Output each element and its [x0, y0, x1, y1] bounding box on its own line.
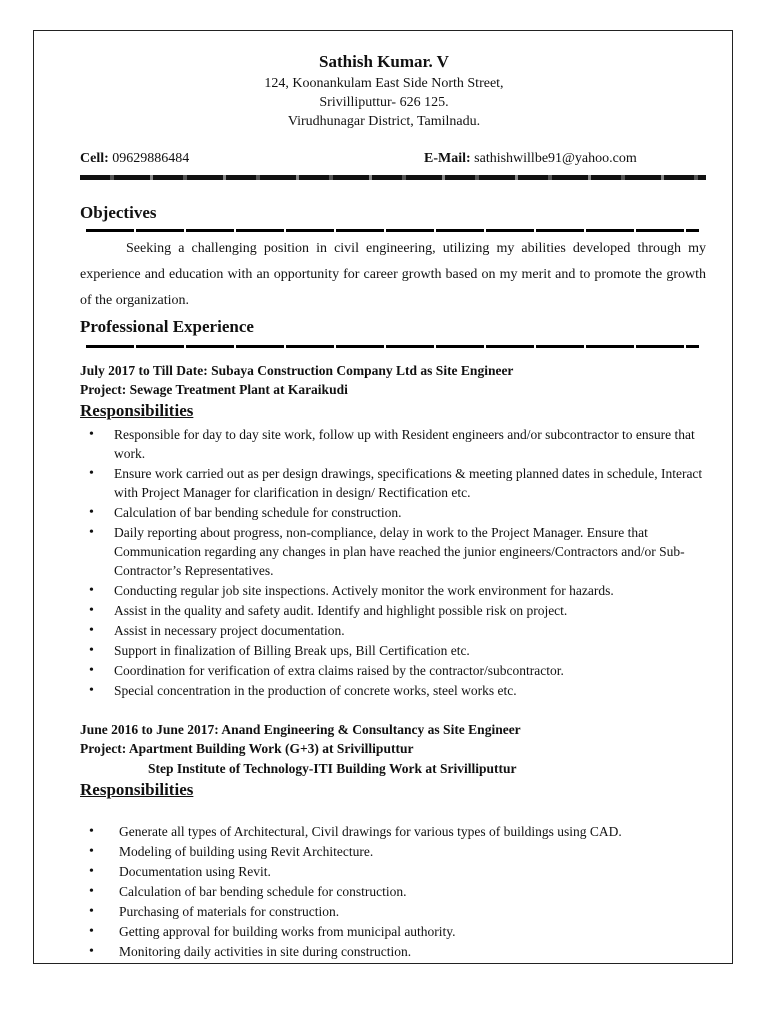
list-item: • Monitoring daily activities in site during construction.	[80, 942, 720, 961]
list-item: • Documentation using Revit.	[80, 862, 720, 881]
objectives-paragraph	[80, 236, 706, 314]
job-1-responsibilities-title: Responsibilities	[80, 401, 194, 420]
email-label: E-Mail:	[424, 151, 471, 166]
email-contact	[424, 151, 637, 167]
list-item: • Getting approval for building works from municipal authority.	[80, 922, 720, 941]
list-item: • Modeling of building using Revit Architecture.	[80, 842, 720, 861]
list-item: • Responsible for day to day site work, follow up with Resident engineers and/or subcontractor to ensure that work.	[80, 425, 720, 463]
cell-value: 09629886484	[112, 151, 190, 166]
email-value: sathishwillbe91@yahoo.com	[474, 151, 637, 166]
list-item: • Special concentration in the production of concrete works, steel works etc.	[80, 681, 720, 700]
job-2-project: Project: Apartment Building Work (G+3) at Srivilliputtur	[80, 741, 414, 756]
list-item: • Purchasing of materials for construction.	[80, 902, 720, 921]
job-1-project: Project: Sewage Treatment Plant at Karaikudi	[80, 382, 348, 397]
address-line-2: Srivilliputtur- 626 125.	[319, 95, 449, 110]
list-item: • Conducting regular job site inspections. Actively monitor the work environment for hazards.	[80, 581, 720, 600]
experience-rule	[86, 345, 699, 348]
cell-label: Cell:	[80, 151, 109, 166]
job-1-responsibilities-list	[80, 425, 720, 701]
list-item: • Calculation of bar bending schedule for construction.	[80, 882, 720, 901]
experience-title: Professional Experience	[80, 317, 254, 336]
job-2-responsibilities-list	[80, 822, 720, 962]
list-item: • Coordination for verification of extra claims raised by the contractor/subcontractor.	[80, 661, 720, 680]
candidate-name: Sathish Kumar. V	[319, 52, 449, 71]
address-line-1: 124, Koonankulam East Side North Street,	[264, 76, 504, 91]
list-item: • Generate all types of Architectural, Civil drawings for various types of buildings using CAD.	[80, 822, 720, 841]
list-item: • Daily reporting about progress, non-compliance, delay in work to the Project Manager. Ensure that Communication regarding any changes in plan have reached the junior engineers/Contractors and/or Sub-Contractor’s Representatives.	[80, 523, 720, 580]
objectives-title: Objectives	[80, 203, 157, 222]
list-item: • Assist in necessary project documentation.	[80, 621, 720, 640]
objectives-text: Seeking a challenging position in civil engineering, utilizing my abilities developed through my experience and education with an opportunity for career growth based on my merit and to promote the growth of the organization.	[80, 241, 706, 308]
list-item: • Assist in the quality and safety audit. Identify and highlight possible risk on project.	[80, 601, 720, 620]
list-item: • Ensure work carried out as per design drawings, specifications & meeting planned dates in schedule, Interact with Project Manager for clarification in design/ Rectification etc.	[80, 464, 720, 502]
job-2-responsibilities-title: Responsibilities	[80, 780, 194, 799]
job-1-heading: July 2017 to Till Date: Subaya Construction Company Ltd as Site Engineer	[80, 363, 514, 378]
job-2-heading: June 2016 to June 2017: Anand Engineering & Consultancy as Site Engineer	[80, 722, 521, 737]
header-divider	[80, 175, 706, 180]
address-line-3: Virudhunagar District, Tamilnadu.	[287, 114, 481, 129]
cell-contact	[80, 151, 189, 167]
list-item: • Support in finalization of Billing Break ups, Bill Certification etc.	[80, 641, 720, 660]
list-item: • Calculation of bar bending schedule for construction.	[80, 503, 720, 522]
job-2-project-2: Step Institute of Technology-ITI Building Work at Srivilliputtur	[148, 761, 517, 776]
objectives-rule	[86, 229, 699, 232]
